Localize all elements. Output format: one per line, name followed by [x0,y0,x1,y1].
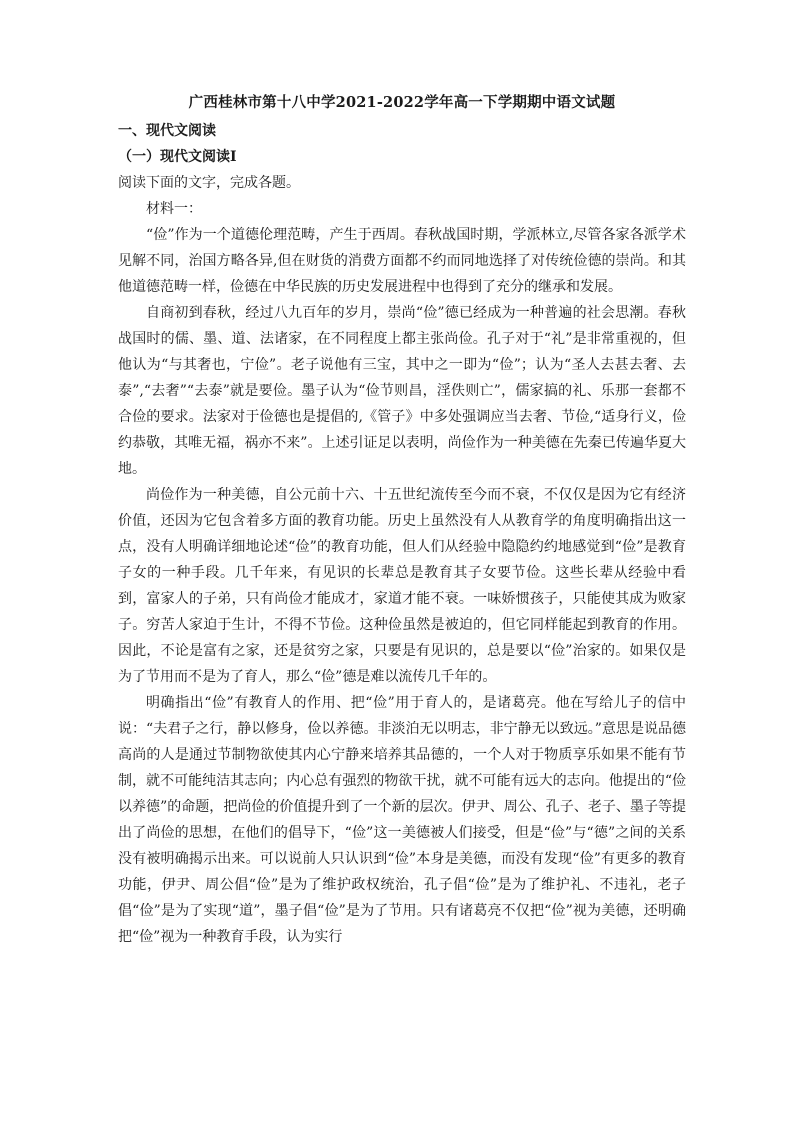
paragraph-1: “俭”作为一个道德伦理范畴，产生于西周。春秋战国时期，学派林立,尽管各家各派学术见解不同，治国方略各异,但在财货的消费方面都不约而同地选择了对传统俭德的崇尚。和其他道德范畴一样，俭德在中华民族的历史发展进程中也得到了充分的继承和发展。 [118,227,686,295]
document-page [118,92,686,950]
reading-instruction: 阅读下面的文字，完成各题。 [118,175,300,191]
subsection-heading: （一）现代文阅读Ⅰ [118,149,237,165]
section-heading: 一、现代文阅读 [118,123,216,139]
material-label: 材料一： [146,201,202,217]
document-title: 广西桂林市第十八中学2021-2022学年高一下学期期中语文试题 [188,94,616,111]
paragraph-2: 自商初到春秋，经过八九百年的岁月，崇尚“俭”德已经成为一种普遍的社会思潮。春秋战国时的儒、墨、道、法诸家，在不同程度上都主张尚俭。孔子对于“礼”是非常重视的，但他认为“与其奢也，宁俭”。老子说他有三宝，其中之一即为“俭”；认为“圣人去甚去奢、去泰”,“去奢”“去泰”就是要俭。墨子认为“俭节则昌，淫佚则亡”，儒家搞的礼、乐那一套都不合俭的要求。法家对于俭德也是提倡的,《管子》中多处强调应当去奢、节俭,“适身行义，俭约恭敬，其唯无福，祸亦不来”。上述引证足以表明，尚俭作为一种美德在先秦已传遍华夏大地。 [118,305,686,477]
paragraph-4: 明确指出“俭”有教育人的作用、把“俭”用于育人的，是诸葛亮。他在写给儿子的信中说：“夫君子之行，静以修身，俭以养德。非淡泊无以明志，非宁静无以致远。”意思是说品德高尚的人是通过节制物欲使其内心宁静来培养其品德的，一个人对于物质享乐如果不能有节制，就不可能纯洁其志向；内心总有强烈的物欲干扰，就不可能有远大的志向。他提出的“俭以养德”的命题，把尚俭的价值提升到了一个新的层次。伊尹、周公、孔子、老子、墨子等提出了尚俭的思想，在他们的倡导下，“俭”这一美德被人们接受，但是“俭”与“德”之间的关系没有被明确揭示出来。可以说前人只认识到“俭”本身是美德，而没有发现“俭”有更多的教育功能，伊尹、周公倡“俭”是为了维护政权统治，孔子倡“俭”是为了维护礼、不违礼，老子倡“俭”是为了实现“道”，墨子倡“俭”是为了节用。只有诸葛亮不仅把“俭”视为美德，还明确把“俭”视为一种教育手段，认为实行 [118,695,686,945]
paragraph-3: 尚俭作为一种美德，自公元前十六、十五世纪流传至今而不衰，不仅仅是因为它有经济价值，还因为它包含着多方面的教育功能。历史上虽然没有人从教育学的角度明确指出这一点，没有人明确详细地论述“俭”的教育功能，但人们从经验中隐隐约约地感觉到“俭”是教育子女的一种手段。几千年来，有见识的长辈总是教育其子女要节俭。这些长辈从经验中看到，富家人的子弟，只有尚俭才能成才，家道才能不衰。一味娇惯孩子，只能使其成为败家子。穷苦人家迫于生计，不得不节俭。这种俭虽然是被迫的，但它同样能起到教育的作用。因此，不论是富有之家，还是贫穷之家，只要是有见识的，总是要以“俭”治家的。如果仅是为了节用而不是为了育人，那么“俭”德是难以流传几千年的。 [118,487,686,685]
